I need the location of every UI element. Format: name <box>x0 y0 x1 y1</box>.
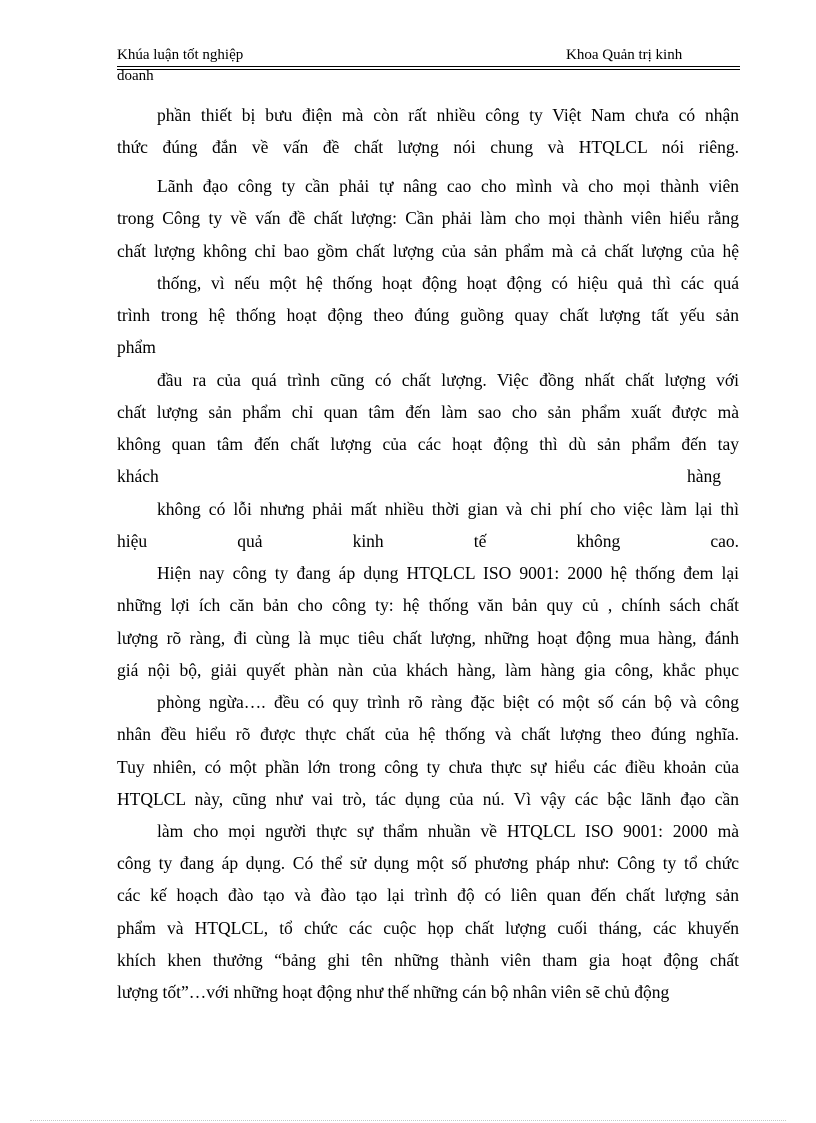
body-line: những lợi ích căn bản cho công ty: hệ thống văn bản quy củ , chính sách chất <box>117 595 739 615</box>
body-line: không quan tâm đến chất lượng của các hoạt động thì dù sản phẩm đến tay <box>117 434 739 454</box>
body-line: lượng rõ ràng, đi cùng là mục tiêu chất lượng, những hoạt động mua hàng, đánh <box>117 628 739 648</box>
body-line: trong Công ty về vấn đề chất lượng: Cần phải làm cho mọi thành viên hiểu rằng <box>117 208 739 228</box>
body-line: đầu ra của quá trình cũng có chất lượng. Việc đồng nhất chất lượng với <box>157 370 739 390</box>
body-line: HTQLCL này, cũng như vai trò, tác dụng của nú. Vì vậy các bậc lãnh đạo cần <box>117 789 739 809</box>
body-line: phẩm và HTQLCL, tổ chức các cuộc họp chất lượng cuối tháng, các khuyến <box>117 918 739 938</box>
body-line: trình trong hệ thống hoạt động theo đúng guồng quay chất lượng tất yếu sản <box>117 305 739 325</box>
body-line: các kế hoạch đào tạo và đào tạo lại trình độ có liên quan đến chất lượng sản <box>117 885 739 905</box>
body-line: nhân đều hiểu rõ được thực chất của hệ thống và chất lượng theo đúng nghĩa. <box>117 724 739 744</box>
body-line: lượng tốt”…với những hoạt động như thế những cán bộ nhân viên sẽ chủ động <box>117 982 670 1002</box>
body-line: phần thiết bị bưu điện mà còn rất nhiều công ty Việt Nam chưa có nhận <box>157 105 739 125</box>
header-rule-bottom <box>117 69 740 70</box>
body-line: thống, vì nếu một hệ thống hoạt động hoạt động có hiệu quả thì các quá <box>157 273 739 293</box>
header-right-continuation: doanh <box>117 68 154 84</box>
body-line: Tuy nhiên, có một phần lớn trong công ty chưa thực sự hiểu các điều khoản của <box>117 757 739 777</box>
page-bottom-dotted-border <box>30 1120 786 1121</box>
header-rule-top <box>117 66 740 67</box>
body-line: khách hàng <box>117 466 721 486</box>
body-line: không có lỗi nhưng phải mất nhiều thời gian và chi phí cho việc làm lại thì <box>157 499 739 519</box>
body-line: hiệu quả kinh tế không cao. <box>117 531 739 551</box>
body-line: Lãnh đạo công ty cần phải tự nâng cao cho mình và cho mọi thành viên <box>157 176 739 196</box>
header-right-title: Khoa Quản trị kinh <box>566 47 683 63</box>
body-line: chất lượng sản phẩm chỉ quan tâm đến làm sao cho sản phẩm xuất được mà <box>117 402 739 422</box>
header-left-title: Khúa luận tốt nghiệp <box>117 47 244 63</box>
body-line: công ty đang áp dụng. Có thể sử dụng một số phương pháp như: Công ty tổ chức <box>117 853 739 873</box>
body-line: chất lượng không chỉ bao gồm chất lượng của sản phẩm mà cả chất lượng của hệ <box>117 241 739 261</box>
body-line: làm cho mọi người thực sự thẩm nhuần về HTQLCL ISO 9001: 2000 mà <box>157 821 739 841</box>
body-line: phẩm <box>117 337 156 357</box>
body-line: Hiện nay công ty đang áp dụng HTQLCL ISO 9001: 2000 hệ thống đem lại <box>157 563 739 583</box>
body-line: khích khen thưởng “bảng ghi tên những thành viên tham gia hoạt động chất <box>117 950 739 970</box>
body-line: thức đúng đắn về vấn đề chất lượng nói chung và HTQLCL nói riêng. <box>117 137 739 157</box>
body-line: phòng ngừa…. đều có quy trình rõ ràng đặc biệt có một số cán bộ và công <box>157 692 739 712</box>
body-line: giá nội bộ, giải quyết phàn nàn của khách hàng, làm hàng gia công, khắc phục <box>117 660 739 680</box>
